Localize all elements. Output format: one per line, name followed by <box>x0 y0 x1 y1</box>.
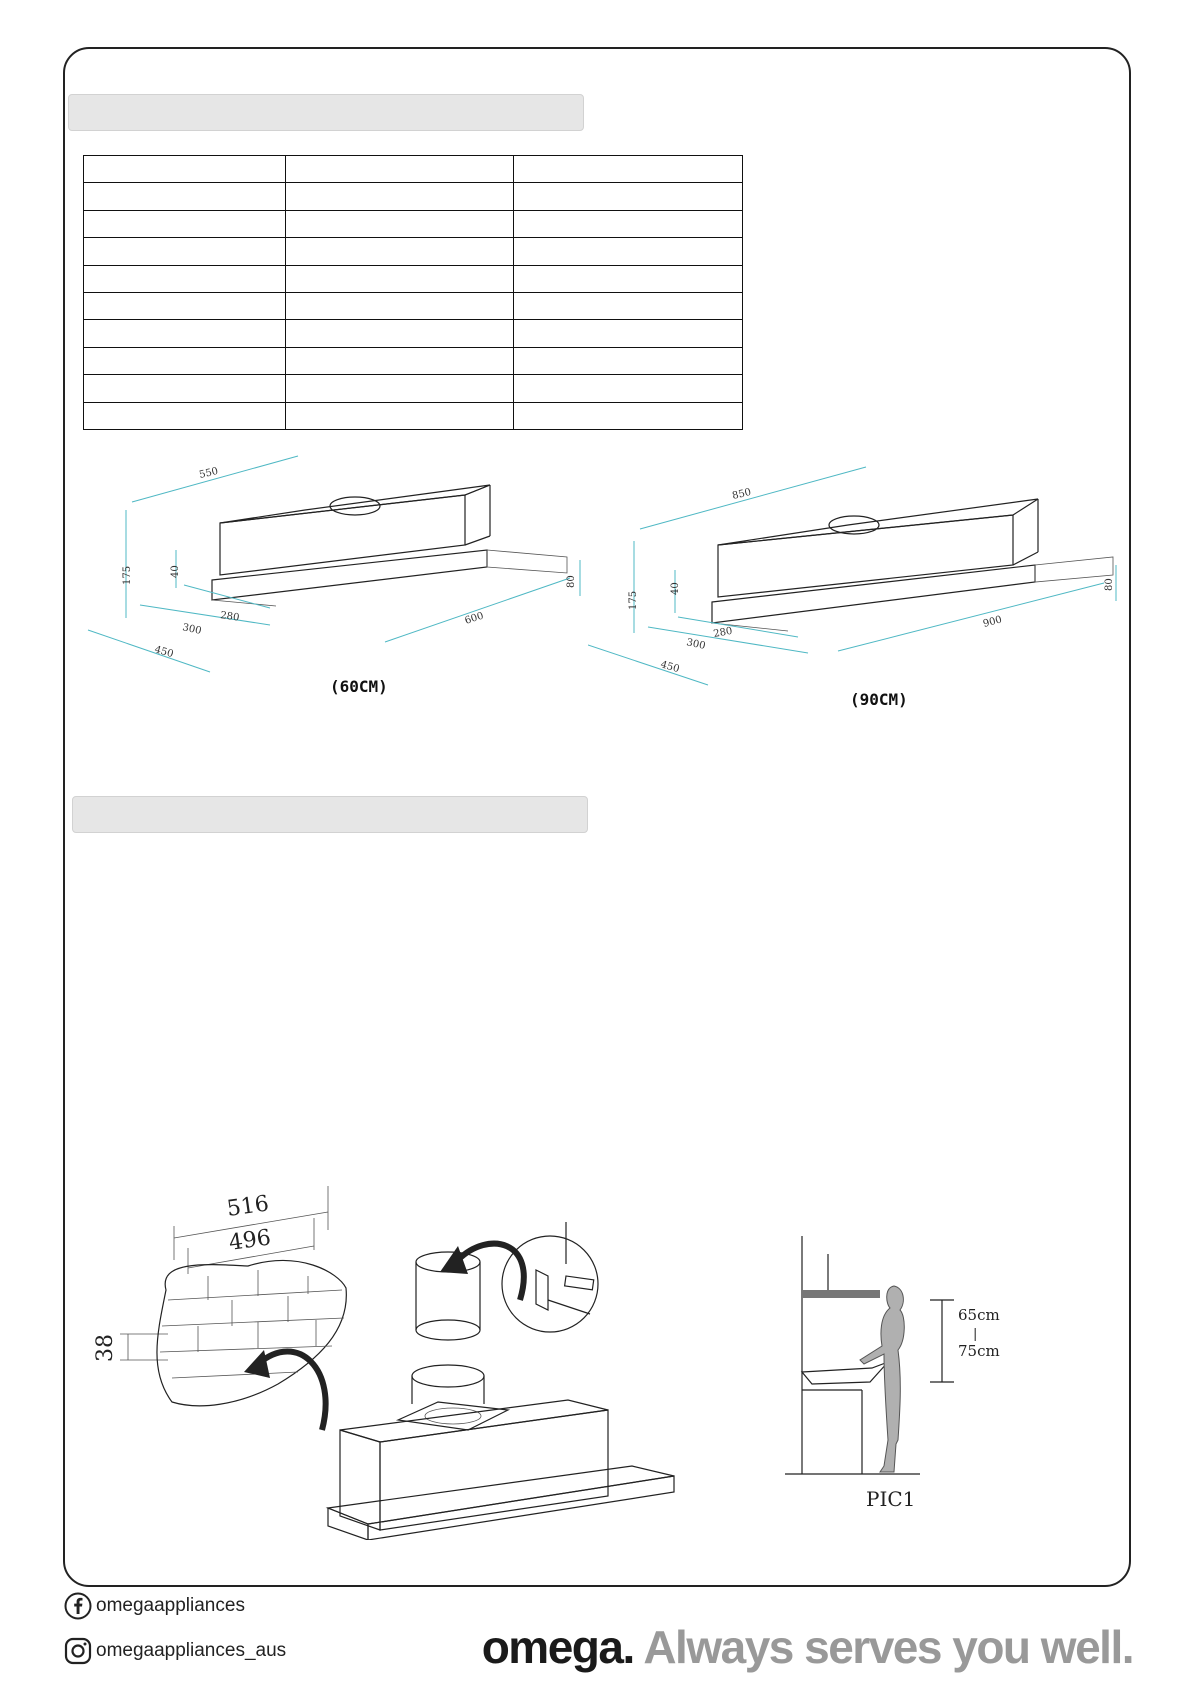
dim-label-450-90: 450 <box>659 659 681 676</box>
table-cell <box>514 265 743 292</box>
instagram-icon <box>64 1637 92 1665</box>
table-cell <box>84 375 286 402</box>
section-header-bar-1 <box>68 94 584 131</box>
table-row <box>84 265 743 292</box>
table-cell <box>84 238 286 265</box>
table-cell <box>285 375 514 402</box>
dimension-diagram-90cm <box>588 455 1128 715</box>
dim-label-280-90: 280 <box>712 625 734 640</box>
height-diagram-caption: PIC1 <box>866 1487 916 1511</box>
table-row <box>84 238 743 265</box>
section-header-bar-2 <box>72 796 588 833</box>
dim-label-80: 80 <box>566 575 577 588</box>
dim-label-38: 38 <box>93 1334 118 1362</box>
dim-label-600: 600 <box>463 610 486 627</box>
hood-body-90 <box>712 499 1113 631</box>
brand-signature <box>482 1620 1133 1674</box>
table-cell <box>514 320 743 347</box>
specification-table <box>83 155 743 430</box>
kitchen-scene <box>785 1236 920 1474</box>
table-cell <box>84 265 286 292</box>
dim-label-550: 550 <box>198 465 220 481</box>
dimension-lines-60 <box>88 456 580 672</box>
table-row <box>84 402 743 429</box>
table-cell <box>285 320 514 347</box>
dim-label-40-90: 40 <box>670 582 681 595</box>
table-cell <box>285 292 514 319</box>
height-max-label: 75cm <box>958 1342 1000 1360</box>
table-cell <box>84 347 286 374</box>
table-cell <box>285 265 514 292</box>
table-cell <box>514 183 743 210</box>
installation-height-diagram <box>780 1230 1030 1520</box>
table-row <box>84 320 743 347</box>
table-cell <box>514 375 743 402</box>
facebook-link[interactable] <box>64 1592 245 1620</box>
dim-label-300: 300 <box>181 622 203 637</box>
table-cell <box>84 320 286 347</box>
hood-body-60 <box>212 485 567 606</box>
dim-label-280: 280 <box>219 610 241 624</box>
table-cell <box>285 238 514 265</box>
height-min-label: 65cm <box>958 1306 1000 1324</box>
dim-label-175: 175 <box>122 565 133 585</box>
table-cell <box>84 210 286 237</box>
table-row <box>84 156 743 183</box>
instagram-link[interactable] <box>64 1637 286 1665</box>
curved-arrow-left <box>258 1352 326 1430</box>
table-cell <box>514 402 743 429</box>
table-cell <box>285 347 514 374</box>
table-row <box>84 347 743 374</box>
table-cell <box>514 156 743 183</box>
table-cell <box>514 238 743 265</box>
table-cell <box>84 156 286 183</box>
table-cell <box>84 183 286 210</box>
dim-label-450: 450 <box>153 644 175 661</box>
diagram-caption-60cm: (60CM) <box>330 677 388 696</box>
hood-body-install <box>328 1400 674 1540</box>
table-cell <box>285 402 514 429</box>
table-cell <box>84 292 286 319</box>
table-row <box>84 375 743 402</box>
facebook-icon <box>64 1592 92 1620</box>
height-separator: | <box>973 1327 978 1342</box>
person-silhouette <box>860 1286 904 1472</box>
instagram-handle: omegaappliances_aus <box>96 1640 287 1661</box>
diagram-caption-90cm: (90CM) <box>850 690 908 709</box>
table-cell <box>285 210 514 237</box>
dim-label-80-90: 80 <box>1104 578 1115 591</box>
table-row <box>84 210 743 237</box>
dim-label-175-90: 175 <box>628 590 639 610</box>
table-cell <box>285 156 514 183</box>
table-row <box>84 292 743 319</box>
installation-diagram <box>88 1180 688 1540</box>
table-cell <box>514 347 743 374</box>
dim-label-40: 40 <box>170 565 181 578</box>
dim-label-516: 516 <box>225 1191 271 1222</box>
duct-collar <box>398 1252 508 1430</box>
omega-logo: omega. <box>481 1621 634 1673</box>
brand-tagline: Always serves you well. <box>643 1621 1133 1673</box>
table-cell <box>84 402 286 429</box>
table-row <box>84 183 743 210</box>
dimension-diagram-60cm <box>80 440 590 710</box>
bracket-detail-circle <box>502 1222 598 1332</box>
table-cell <box>285 183 514 210</box>
dim-label-496: 496 <box>227 1225 273 1256</box>
facebook-handle: omegaappliances <box>96 1595 245 1616</box>
wall-section <box>157 1260 346 1405</box>
table-cell <box>514 292 743 319</box>
table-cell <box>514 210 743 237</box>
dim-label-900: 900 <box>981 614 1004 630</box>
dim-label-300-90: 300 <box>685 637 707 652</box>
wall-bracket-dimensions <box>120 1186 328 1360</box>
dim-label-850: 850 <box>731 486 753 502</box>
